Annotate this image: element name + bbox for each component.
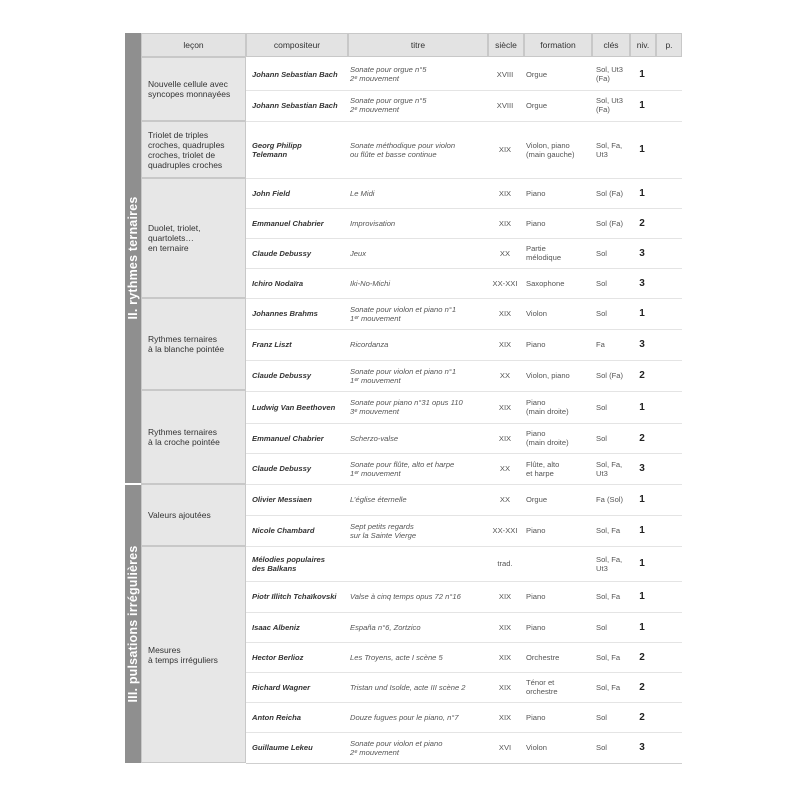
cell-formation	[526, 546, 590, 581]
cell-titre: Le Midi	[350, 188, 375, 198]
cell-compositeur: Isaac Albeniz	[252, 622, 300, 632]
cell-siecle: XIX	[498, 218, 512, 228]
header-cles: clés	[592, 33, 630, 57]
cell-titre: Sonate pour orgue n°5 2ᵉ mouvement	[350, 96, 427, 114]
cell-titre: Les Troyens, acte I scène 5	[350, 652, 443, 662]
cell-titre: L’église éternelle	[350, 495, 407, 504]
cell-titre: Sept petits regards sur la Sainte Vierge	[350, 521, 417, 540]
cell-titre: Douze fugues pour le piano, n°7	[350, 712, 459, 722]
cell-titre: Iki-No-Michi	[350, 278, 391, 288]
cell-siecle: XIX	[498, 622, 512, 632]
cell-niv: 3	[639, 339, 645, 350]
cell-formation: Piano	[526, 622, 546, 632]
cell-niv: 2	[639, 681, 645, 693]
cell-compositeur: Emmanuel Chabrier	[252, 433, 324, 443]
cell-siecle: XIX	[498, 592, 512, 601]
cell-titre: Improvisation	[350, 218, 396, 228]
cell-titre: Scherzo-valse	[350, 433, 399, 443]
lesson-cell: Duolet, triolet, quartolets… en ternaire	[141, 178, 246, 298]
cell-niv: 3	[639, 742, 645, 753]
cell-compositeur: Claude Debussy	[252, 464, 312, 473]
cell-titre: Sonate pour violon et piano 2ᵉ mouvement	[350, 738, 443, 757]
cell-siecle: XX	[499, 248, 511, 258]
section-band	[125, 33, 141, 483]
cell-formation: Piano	[526, 188, 546, 198]
lesson-cell: Mesures à temps irréguliers	[141, 546, 246, 763]
cell-formation: Orgue	[526, 69, 548, 79]
cell-titre: Sonate pour violon et piano n°1 1ᵉʳ mouvement	[350, 304, 457, 323]
cell-cles: Sol, Fa, Ut3	[596, 140, 623, 159]
section-band	[125, 485, 141, 763]
cell-siecle: XIX	[498, 712, 512, 722]
cell-cles: Sol	[596, 309, 607, 318]
table-bottom-line	[246, 763, 682, 764]
cell-niv: 2	[639, 711, 645, 723]
cell-cles: Sol	[596, 402, 607, 412]
cell-compositeur: Johannes Brahms	[252, 309, 318, 318]
cell-niv: 1	[639, 308, 645, 319]
cell-compositeur: Johann Sebastian Bach	[252, 69, 338, 79]
cell-formation: Piano	[526, 712, 546, 722]
header-formation: formation	[524, 33, 592, 57]
cell-niv: 1	[639, 99, 645, 111]
cell-niv: 1	[639, 187, 645, 199]
cell-formation: Orchestre	[526, 652, 560, 662]
cell-niv: 1	[639, 558, 645, 569]
cell-compositeur: Richard Wagner	[252, 682, 311, 692]
section-label: II. rythmes ternaires	[126, 196, 140, 320]
cell-titre: Sonate pour piano n°31 opus 110 3ᵉ mouvement	[350, 398, 463, 416]
lesson-cell: Rythmes ternaires à la blanche pointée	[141, 298, 246, 390]
cell-niv: 2	[639, 651, 645, 663]
cell-siecle: XX-XXI	[492, 526, 518, 535]
cell-compositeur: Anton Reicha	[252, 712, 301, 722]
cell-formation: Partie mélodique	[526, 244, 562, 262]
cell-siecle: XIX	[498, 340, 512, 349]
cell-siecle: XIX	[498, 402, 512, 412]
cell-niv: 3	[639, 463, 645, 474]
cell-siecle: XIX	[498, 652, 512, 662]
cell-siecle: XIX	[498, 682, 512, 692]
cell-titre: Sonate pour violon et piano n°1 1ᵉʳ mouvement	[350, 366, 457, 385]
cell-formation: Violon, piano (main gauche)	[526, 140, 575, 159]
cell-titre: Sonate pour flûte, alto et harpe 1ᵉʳ mouvement	[350, 459, 455, 478]
cell-cles: Sol	[596, 278, 607, 288]
cell-compositeur: Mélodies populaires des Balkans	[252, 554, 326, 573]
cell-compositeur: Claude Debussy	[252, 371, 312, 380]
cell-siecle: XIX	[498, 433, 512, 443]
cell-niv: 3	[639, 247, 645, 259]
cell-niv: 1	[639, 401, 645, 413]
lesson-cell: Rythmes ternaires à la croche pointée	[141, 390, 246, 484]
cell-formation: Violon	[526, 743, 547, 752]
header-siecle: siècle	[488, 33, 524, 57]
lesson-cell: Valeurs ajoutées	[141, 484, 246, 546]
cell-siecle: XVIII	[496, 100, 514, 110]
header-p: p.	[656, 33, 682, 57]
cell-compositeur: Nicole Chambard	[252, 526, 315, 535]
cell-siecle: XX	[499, 495, 511, 504]
cell-formation: Violon	[526, 309, 547, 318]
cell-formation: Piano	[526, 340, 546, 349]
cell-compositeur: Georg Philipp Telemann	[252, 140, 302, 159]
cell-compositeur: Ichiro Nodaïra	[252, 278, 304, 288]
cell-siecle: XIX	[498, 309, 512, 318]
cell-cles: Fa	[596, 340, 605, 349]
cell-cles: Sol	[596, 743, 607, 752]
cell-cles: Sol, Ut3 (Fa)	[596, 96, 624, 114]
cell-siecle: XVI	[498, 743, 512, 752]
cell-siecle: XX	[499, 371, 511, 380]
header-compositeur: compositeur	[246, 33, 348, 57]
cell-siecle: XVIII	[496, 69, 514, 79]
header-niv: niv.	[630, 33, 656, 57]
cell-cles: Sol (Fa)	[596, 371, 624, 380]
cell-niv: 1	[639, 494, 645, 505]
cell-niv: 1	[639, 525, 645, 536]
cell-cles: Sol, Ut3 (Fa)	[596, 65, 624, 83]
cell-cles: Sol, Fa	[596, 652, 621, 662]
cell-formation: Saxophone	[526, 278, 565, 288]
cell-cles: Sol (Fa)	[596, 218, 624, 228]
cell-niv: 2	[639, 432, 645, 444]
cell-compositeur: Franz Liszt	[252, 340, 292, 349]
cell-formation: Piano (main droite)	[526, 398, 569, 416]
cell-titre: Tristan und Isolde, acte III scène 2	[350, 682, 466, 692]
cell-compositeur: Johann Sebastian Bach	[252, 100, 338, 110]
cell-formation: Violon, piano	[526, 371, 570, 380]
cell-cles: Sol	[596, 433, 607, 443]
cell-cles: Sol	[596, 622, 607, 632]
cell-niv: 1	[639, 68, 645, 80]
cell-cles: Sol, Fa	[596, 526, 621, 535]
cell-niv: 2	[639, 370, 645, 381]
cell-titre: Valse à cinq temps opus 72 n°16	[350, 592, 461, 601]
cell-compositeur: Emmanuel Chabrier	[252, 218, 324, 228]
cell-niv: 1	[639, 621, 645, 633]
cell-formation: Ténor et orchestre	[526, 678, 558, 696]
cell-siecle: XX	[499, 464, 511, 473]
cell-titre: España n°6, Zortzico	[350, 622, 421, 632]
cell-siecle: XIX	[498, 145, 512, 154]
cell-formation: Piano	[526, 218, 546, 228]
cell-niv: 1	[639, 591, 645, 602]
cell-formation: Flûte, alto et harpe	[526, 459, 560, 478]
cell-compositeur: Piotr Illitch Tchaïkovski	[252, 592, 337, 601]
cell-compositeur: Hector Berlioz	[252, 652, 304, 662]
cell-cles: Sol, Fa	[596, 592, 621, 601]
cell-formation: Piano (main droite)	[526, 429, 569, 447]
cell-siecle: XX-XXI	[492, 278, 518, 288]
lesson-cell: Nouvelle cellule avec syncopes monnayées	[141, 57, 246, 121]
cell-siecle: XIX	[498, 188, 512, 198]
cell-formation: Piano	[526, 526, 546, 535]
cell-formation: Orgue	[526, 100, 548, 110]
cell-niv: 2	[639, 217, 645, 229]
cell-titre: Ricordanza	[350, 340, 389, 349]
cell-cles: Fa (Sol)	[596, 495, 624, 504]
section-label: III. pulsations irrégulières	[126, 545, 140, 703]
cell-cles: Sol	[596, 712, 607, 722]
header-lecon: leçon	[141, 33, 246, 57]
cell-formation: Orgue	[526, 495, 548, 504]
cell-niv: 1	[639, 144, 645, 155]
cell-cles: Sol, Fa	[596, 682, 621, 692]
cell-titre	[350, 546, 486, 581]
cell-compositeur: Olivier Messiaen	[252, 495, 312, 504]
cell-compositeur: John Field	[252, 188, 290, 198]
cell-compositeur: Claude Debussy	[252, 248, 312, 258]
cell-titre: Sonate méthodique pour violon ou flûte et basse continue	[350, 140, 456, 159]
cell-cles: Sol	[596, 248, 607, 258]
cell-formation: Piano	[526, 592, 546, 601]
lesson-cell: Triolet de triples croches, quadruples croches, triolet de quadruples croches	[141, 121, 246, 178]
cell-compositeur: Ludwig Van Beethoven	[252, 402, 336, 412]
cell-cles: Sol, Fa, Ut3	[596, 459, 623, 478]
cell-titre: Sonate pour orgue n°5 2ᵉ mouvement	[350, 65, 427, 83]
cell-siecle: trad.	[497, 559, 513, 568]
cell-niv: 3	[639, 277, 645, 289]
header-titre: titre	[348, 33, 488, 57]
cell-compositeur: Guillaume Lekeu	[252, 743, 313, 752]
cell-cles: Sol (Fa)	[596, 188, 624, 198]
cell-titre: Jeux	[350, 248, 367, 258]
cell-cles: Sol, Fa, Ut3	[596, 554, 623, 573]
